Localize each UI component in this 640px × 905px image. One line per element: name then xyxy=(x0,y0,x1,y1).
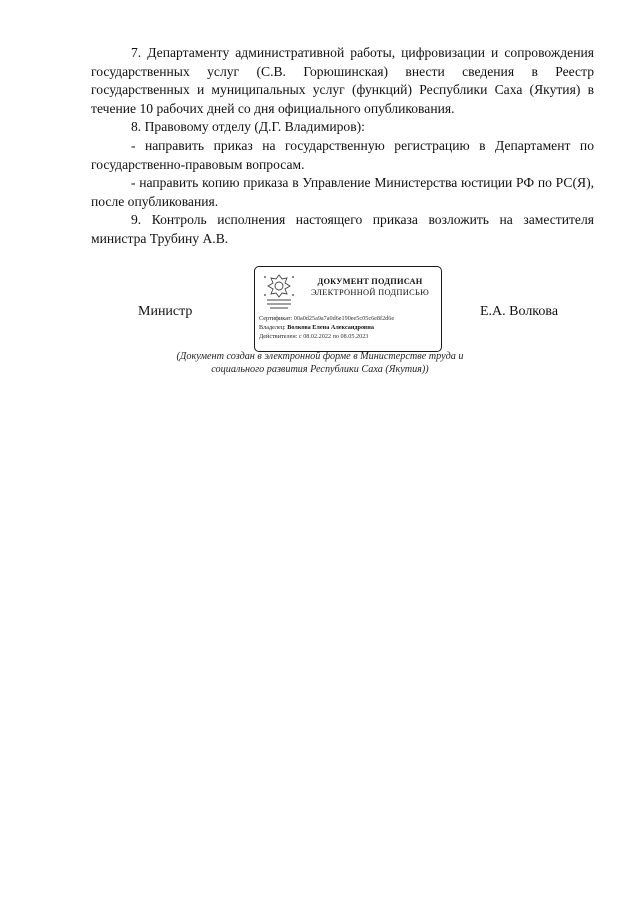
validity-label: Действителен: xyxy=(259,333,298,340)
certificate-value: 00a0d25a9a7a0d6e190ee5c05c6e8f2d6e xyxy=(293,315,395,322)
stamp-validity-line xyxy=(259,332,441,341)
coat-of-arms-icon xyxy=(261,273,297,313)
paragraph-9: 9. Контроль исполнения настоящего приказа возложить на заместителя министра Трубину А.В. xyxy=(91,212,594,246)
order-text xyxy=(91,44,594,249)
validity-value: с 08.02.2022 по 08.05.2023 xyxy=(298,333,369,340)
stamp-certificate-line xyxy=(259,314,441,323)
signer-name: Е.А. Волкова xyxy=(480,304,559,319)
creation-note xyxy=(0,351,640,376)
paragraph-8-item-2: - направить копию приказа в Управление Министерства юстиции РФ по РС(Я), после опубликования. xyxy=(91,175,594,209)
position-label: Министр xyxy=(138,304,193,319)
owner-label: Владелец: xyxy=(259,324,286,331)
paragraph-7: 7. Департаменту административной работы, цифровизации и сопровождения государственных услуг (С.В. Горюшинская) внести сведения в Реестр государственных и муниципальных услуг (функций) Республики Саха (Якутия) в течение 10 рабочих дней со дня официального опубликования. xyxy=(91,45,594,116)
electronic-signature-stamp xyxy=(254,266,442,352)
creation-note-line1: (Документ создан в электронной форме в Министерстве труда и xyxy=(176,351,464,362)
stamp-owner-line xyxy=(259,323,441,332)
owner-value: Волкова Елена Александровна xyxy=(287,324,374,331)
stamp-details xyxy=(259,314,441,341)
signature-block xyxy=(0,262,640,362)
stamp-title-line1: ДОКУМЕНТ ПОДПИСАН xyxy=(317,277,423,286)
certificate-label: Сертификат: xyxy=(259,315,293,322)
stamp-title-line2: ЭЛЕКТРОННОЙ ПОДПИСЬЮ xyxy=(310,288,430,297)
paragraph-8: 8. Правовому отделу (Д.Г. Владимиров): xyxy=(131,119,365,135)
stamp-title xyxy=(301,276,439,298)
paragraph-8-item-1: - направить приказ на государственную регистрацию в Департамент по государственно-правовым вопросам. xyxy=(91,137,594,172)
creation-note-line2: социального развития Республики Саха (Якутия)) xyxy=(211,363,429,375)
